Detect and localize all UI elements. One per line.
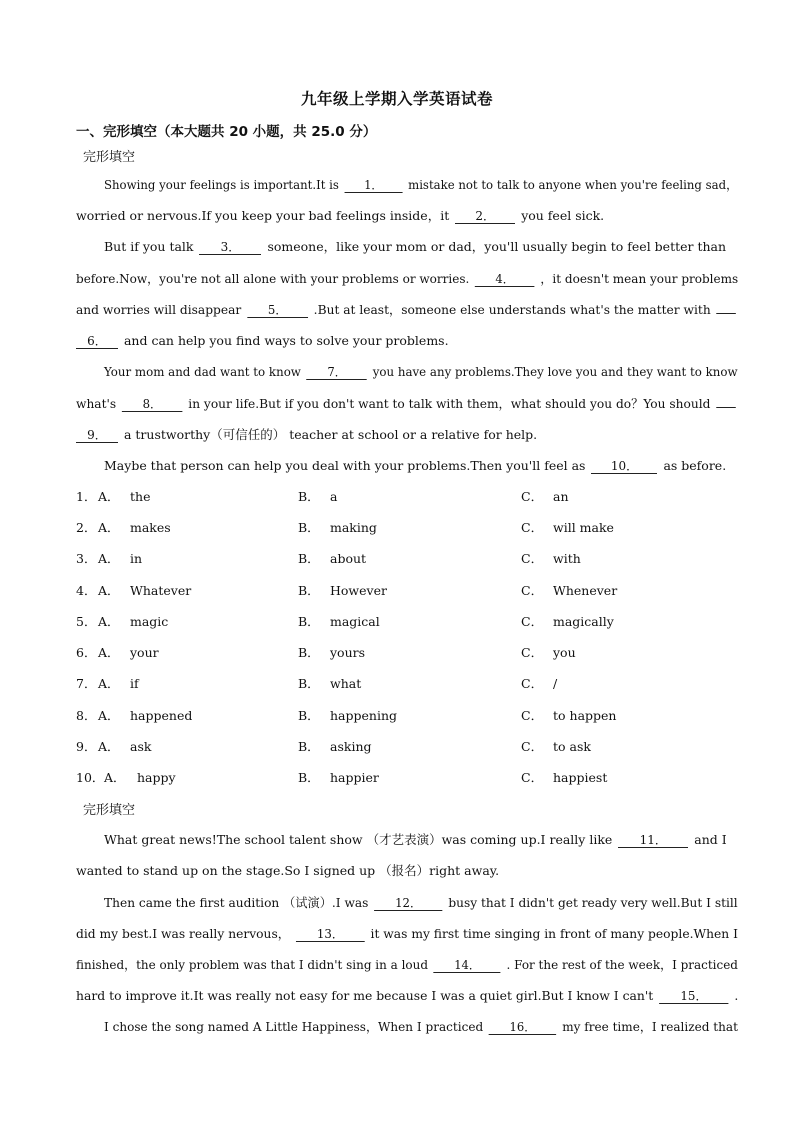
option-row <box>76 519 738 537</box>
passage-line <box>76 301 738 319</box>
passage-line <box>104 831 727 849</box>
option-c-label[interactable]: C． <box>521 520 544 535</box>
option-a-label[interactable]: A． <box>98 551 120 566</box>
blank-9[interactable]: 9． <box>76 428 118 443</box>
option-c-text[interactable]: to ask <box>553 739 591 754</box>
passage-line <box>104 176 738 194</box>
option-a-label[interactable]: A． <box>98 676 120 691</box>
passage-text: as before. <box>663 458 727 473</box>
option-b-text[interactable]: making <box>330 520 377 535</box>
option-c-label[interactable]: C． <box>521 676 544 691</box>
passage-line <box>76 395 738 413</box>
option-a-label[interactable]: A． <box>98 739 120 754</box>
option-a-label[interactable]: A． <box>98 614 120 629</box>
question-number: 7． <box>76 676 97 691</box>
option-c-label[interactable]: C． <box>521 645 544 660</box>
passage-text: hard to improve it.It was really not easy for me because I was a quiet girl.But I know I can't <box>76 988 654 1003</box>
option-b-label[interactable]: B． <box>298 770 320 785</box>
passage-line <box>104 1018 738 1036</box>
option-b-label[interactable]: B． <box>298 645 320 660</box>
passage-text: in your life.But if you don't want to talk with them，what should you do？You should <box>188 396 711 411</box>
passage-text: did my best.I was really nervous， <box>76 926 291 941</box>
option-a-text[interactable]: makes <box>130 520 171 535</box>
option-a-text[interactable]: ask <box>130 739 152 754</box>
passage-text: and worries will disappear <box>76 302 242 317</box>
option-a-text[interactable]: your <box>130 645 159 660</box>
passage-text: What great news!The school talent show （才艺表演）was coming up.I really like <box>104 832 613 847</box>
passage-text: . For the rest of the week，I practiced <box>506 957 738 972</box>
blank-9-lead <box>716 407 736 408</box>
passage-text: wanted to stand up on the stage.So I signed up （报名）right away. <box>76 863 500 878</box>
option-c-label[interactable]: C． <box>521 489 544 504</box>
option-a-text[interactable]: happy <box>137 770 176 785</box>
option-row <box>76 582 738 600</box>
option-c-text[interactable]: will make <box>553 520 614 535</box>
option-row <box>76 550 738 568</box>
option-b-text[interactable]: happier <box>330 770 379 785</box>
blank-4[interactable]: 4． <box>475 272 535 287</box>
option-row <box>76 488 738 506</box>
passage-text: I chose the song named A Little Happiness，When I practiced <box>104 1019 484 1034</box>
passage-line <box>76 207 604 225</box>
passage-text: and can help you find ways to solve your problems. <box>123 333 449 348</box>
blank-3[interactable]: 3． <box>199 240 261 255</box>
blank-12[interactable]: 12． <box>374 896 442 911</box>
option-row <box>76 707 738 725</box>
option-b-label[interactable]: B． <box>298 739 320 754</box>
blank-16[interactable]: 16． <box>489 1020 556 1035</box>
passage-text: mistake not to talk to anyone when you're feeling sad， <box>408 177 738 192</box>
blank-6[interactable]: 6． <box>76 334 118 349</box>
passage-text: . <box>734 988 739 1003</box>
option-b-text[interactable]: yours <box>330 645 366 660</box>
option-b-label[interactable]: B． <box>298 676 320 691</box>
blank-6-lead <box>717 313 737 314</box>
blank-2[interactable]: 2． <box>455 209 515 224</box>
passage-text: my free time，I realized that <box>562 1019 738 1034</box>
cloze-heading-1: 完形填空 <box>83 150 136 165</box>
passage-line <box>76 925 738 943</box>
passage-line <box>76 332 449 350</box>
blank-10[interactable]: 10． <box>591 459 657 474</box>
option-b-label[interactable]: B． <box>298 583 320 598</box>
option-c-text[interactable]: / <box>553 676 558 691</box>
blank-7[interactable]: 7． <box>307 365 367 380</box>
option-a-text[interactable]: the <box>130 489 151 504</box>
passage-text: finished，the only problem was that I didn't sing in a loud <box>76 957 429 972</box>
option-row <box>76 613 738 631</box>
question-number: 5． <box>76 614 97 629</box>
blank-1[interactable]: 1． <box>344 178 402 193</box>
passage-line <box>76 862 499 880</box>
passage-text: before.Now，you're not all alone with your problems or worries. <box>76 271 470 286</box>
option-c-label[interactable]: C． <box>521 583 544 598</box>
passage-line <box>76 270 738 288</box>
passage-line <box>76 426 537 444</box>
option-row <box>76 644 738 662</box>
option-row <box>76 675 738 693</box>
option-a-text[interactable]: if <box>130 676 139 691</box>
option-a-text[interactable]: Whatever <box>130 583 192 598</box>
question-number: 8． <box>76 708 97 723</box>
option-c-label[interactable]: C． <box>521 739 544 754</box>
question-number: 9． <box>76 739 97 754</box>
blank-8[interactable]: 8． <box>122 397 183 412</box>
option-b-label[interactable]: B． <box>298 520 320 535</box>
passage-line <box>104 457 726 475</box>
option-b-text[interactable]: a <box>330 489 338 504</box>
option-c-text[interactable]: Whenever <box>553 583 618 598</box>
passage-text: a trustworthy（可信任的） teacher at school or a relative for help. <box>123 427 538 442</box>
option-b-text[interactable]: what <box>330 676 362 691</box>
blank-5[interactable]: 5． <box>247 303 308 318</box>
question-number: 2． <box>76 520 97 535</box>
passage-text: Showing your feelings is important.It is <box>104 177 339 192</box>
option-b-text[interactable]: happening <box>330 708 398 723</box>
passage-line <box>76 987 738 1005</box>
option-c-text[interactable]: happiest <box>553 770 608 785</box>
passage-line <box>104 363 738 381</box>
passage-line <box>76 956 738 974</box>
option-b-text[interactable]: about <box>330 551 367 566</box>
question-number: 3． <box>76 551 97 566</box>
option-c-label[interactable]: C． <box>521 770 544 785</box>
option-c-text[interactable]: an <box>553 489 569 504</box>
option-b-label[interactable]: B． <box>298 614 320 629</box>
passage-text: you have any problems.They love you and they want to know <box>372 364 738 379</box>
option-b-text[interactable]: magical <box>330 614 380 629</box>
passage-text: But if you talk <box>104 239 194 254</box>
option-a-text[interactable]: happened <box>130 708 193 723</box>
blank-14[interactable]: 14． <box>434 958 501 973</box>
blank-11[interactable]: 11． <box>618 833 688 848</box>
option-a-label[interactable]: A． <box>98 645 120 660</box>
question-number: 10． <box>76 770 105 785</box>
passage-text: it was my first time singing in front of many people.When I <box>370 926 738 941</box>
option-b-text[interactable]: However <box>330 583 387 598</box>
blank-15[interactable]: 15． <box>659 989 728 1004</box>
question-number: 4． <box>76 583 97 598</box>
option-a-label[interactable]: A． <box>98 583 120 598</box>
option-c-label[interactable]: C． <box>521 708 544 723</box>
page-title: 九年级上学期入学英语试卷 <box>300 90 493 108</box>
option-b-label[interactable]: B． <box>298 489 320 504</box>
option-a-label[interactable]: A． <box>98 489 120 504</box>
passage-text: worried or nervous.If you keep your bad feelings inside，it <box>76 208 450 223</box>
passage-text: ，it doesn't mean your problems <box>540 271 739 286</box>
option-b-label[interactable]: B． <box>298 551 320 566</box>
option-c-label[interactable]: C． <box>521 551 544 566</box>
passage-line <box>104 894 738 912</box>
passage-text: someone，like your mom or dad，you'll usually begin to feel better than <box>267 239 727 254</box>
option-c-text[interactable]: you <box>553 645 576 660</box>
option-b-label[interactable]: B． <box>298 708 320 723</box>
option-c-text[interactable]: with <box>553 551 581 566</box>
passage-text: and I <box>694 832 727 847</box>
section-heading: 一、完形填空（本大题共 20 小题，共 25.0 分） <box>76 124 377 140</box>
passage-text: .But at least，someone else understands what's the matter with <box>313 302 711 317</box>
option-c-text[interactable]: to happen <box>553 708 617 723</box>
cloze-heading-2: 完形填空 <box>83 803 136 818</box>
option-row <box>76 769 738 787</box>
option-c-text[interactable]: magically <box>553 614 614 629</box>
question-number: 1． <box>76 489 97 504</box>
question-number: 6． <box>76 645 97 660</box>
passage-text: Maybe that person can help you deal with your problems.Then you'll feel as <box>104 458 586 473</box>
passage-text: you feel sick. <box>521 208 605 223</box>
option-a-text[interactable]: magic <box>130 614 169 629</box>
option-row <box>76 738 738 756</box>
option-a-label[interactable]: A． <box>104 770 126 785</box>
option-a-text[interactable]: in <box>130 551 143 566</box>
blank-13[interactable]: 13． <box>296 927 365 942</box>
option-c-label[interactable]: C． <box>521 614 544 629</box>
passage-line <box>104 238 726 256</box>
passage-text: Then came the first audition （试演）.I was <box>104 895 369 910</box>
option-b-text[interactable]: asking <box>330 739 372 754</box>
passage-text: Your mom and dad want to know <box>104 364 301 379</box>
passage-text: what's <box>76 396 117 411</box>
option-a-label[interactable]: A． <box>98 520 120 535</box>
passage-text: busy that I didn't get ready very well.But I still <box>448 895 738 910</box>
option-a-label[interactable]: A． <box>98 708 120 723</box>
